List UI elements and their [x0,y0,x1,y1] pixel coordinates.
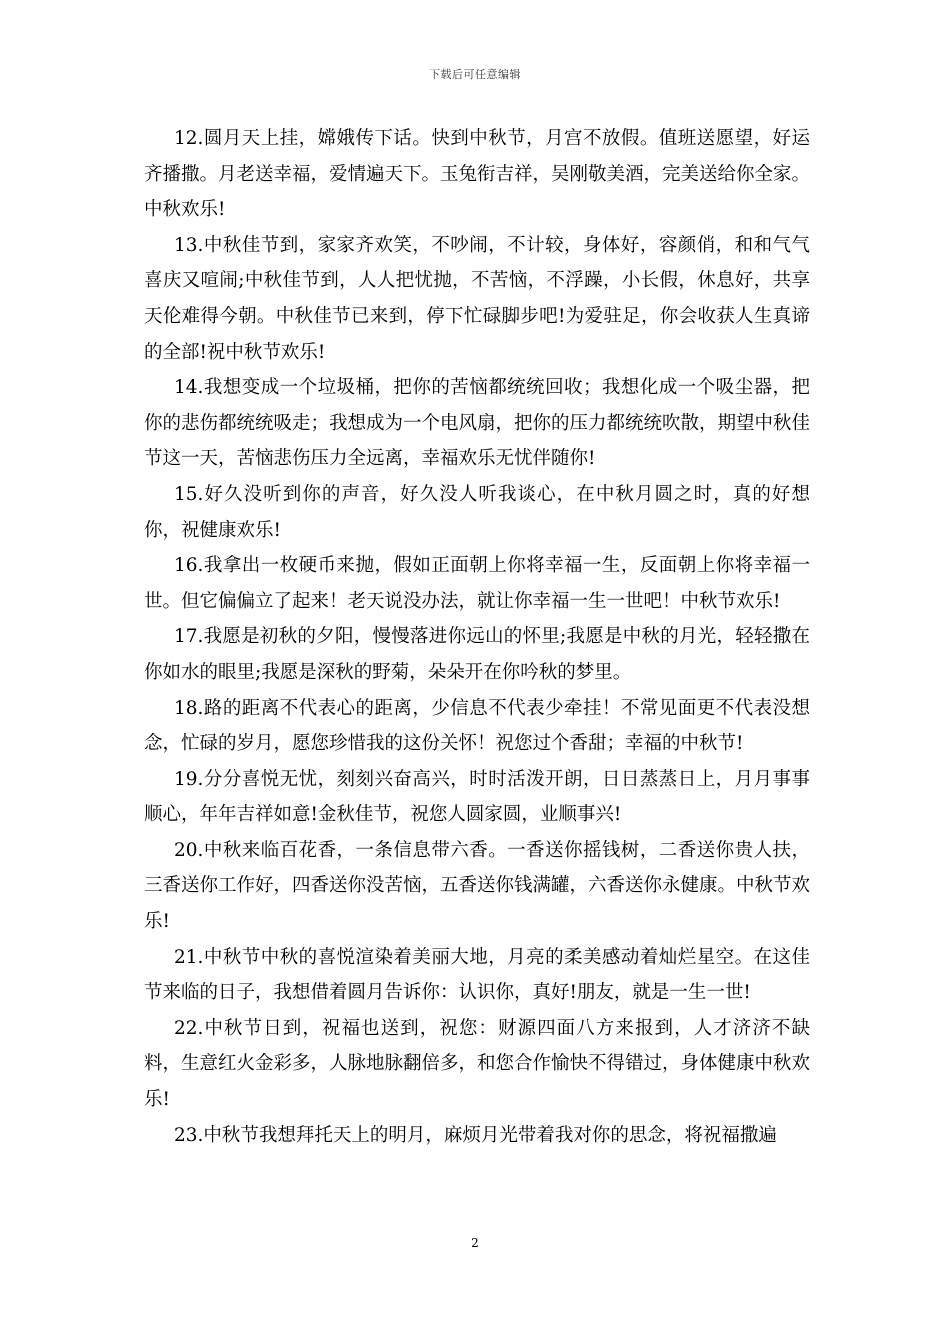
page-number: 2 [471,1236,479,1250]
paragraph-15: 15.好久没听到你的声音，好久没人听我谈心，在中秋月圆之时，真的好想你，祝健康欢乐! [144,483,810,541]
paragraph-14: 14.我想变成一个垃圾桶，把你的苦恼都统统回收；我想化成一个吸尘器，把你的悲伤都统统吸走；我想成为一个电风扇，把你的压力都统统吹散，期望中秋佳节这一天，苦恼悲伤压力全远离，幸福欢乐无忧伴随你! [144,377,811,470]
paragraph-22: 22.中秋节日到，祝福也送到，祝您：财源四面八方来报到，人才济济不缺料，生意红火金彩多，人脉地脉翻倍多，和您合作愉快不得错过，身体健康中秋欢乐! [144,1017,811,1111]
paragraph-21: 21.中秋节中秋的喜悦渲染着美丽大地，月亮的柔美感动着灿烂星空。在这佳节来临的日子，我想借着圆月告诉你：认识你，真好!朋友，就是一生一世! [144,946,810,1004]
paragraph-16: 16.我拿出一枚硬币来抛，假如正面朝上你将幸福一生，反面朝上你将幸福一世。但它偏偏立了起来！老天说没办法，就让你幸福一生一世吧！中秋节欢乐! [144,555,810,612]
paragraph-12: 12.圆月天上挂，嫦娥传下话。快到中秋节，月宫不放假。值班送愿望，好运齐播撒。月老送幸福，爱情遍天下。玉兔衔吉祥，吴刚敬美酒，完美送给你全家。中秋欢乐! [144,128,811,221]
page-header: 下载后可任意编辑 [429,68,521,81]
document-body [144,121,810,1153]
paragraph-23: 23.中秋节我想拜托天上的明月，麻烦月光带着我对你的思念，将祝福撒遍 [174,1124,777,1146]
paragraph-18: 18.路的距离不代表心的距离，少信息不代表少牵挂！不常见面更不代表没想念，忙碌的岁月，愿您珍惜我的这份关怀！祝您过个香甜；幸福的中秋节! [144,697,810,755]
paragraph-20: 20.中秋来临百花香，一条信息带六香。一香送你摇钱树，二香送你贵人扶，三香送你工作好，四香送你没苦恼，五香送你钱满罐，六香送你永健康。中秋节欢乐! [144,839,811,933]
paragraph-19: 19.分分喜悦无忧，刻刻兴奋高兴，时时活泼开朗，日日蒸蒸日上，月月事事顺心，年年吉祥如意!金秋佳节，祝您人圆家圆，业顺事兴! [144,768,810,826]
paragraph-17: 17.我愿是初秋的夕阳，慢慢落进你远山的怀里;我愿是中秋的月光，轻轻撒在你如水的眼里;我愿是深秋的野菊，朵朵开在你吟秋的梦里。 [144,626,810,683]
paragraph-13: 13.中秋佳节到，家家齐欢笑，不吵闹，不计较，身体好，容颜俏，和和气气喜庆又喧闹;中秋佳节到，人人把忧抛，不苦恼，不浮躁，小长假，休息好，共享天伦难得今朝。中秋佳节已来到，停下忙碌脚步吧!为爱驻足，你会收获人生真谛的全部!祝中秋节欢乐! [144,234,810,363]
